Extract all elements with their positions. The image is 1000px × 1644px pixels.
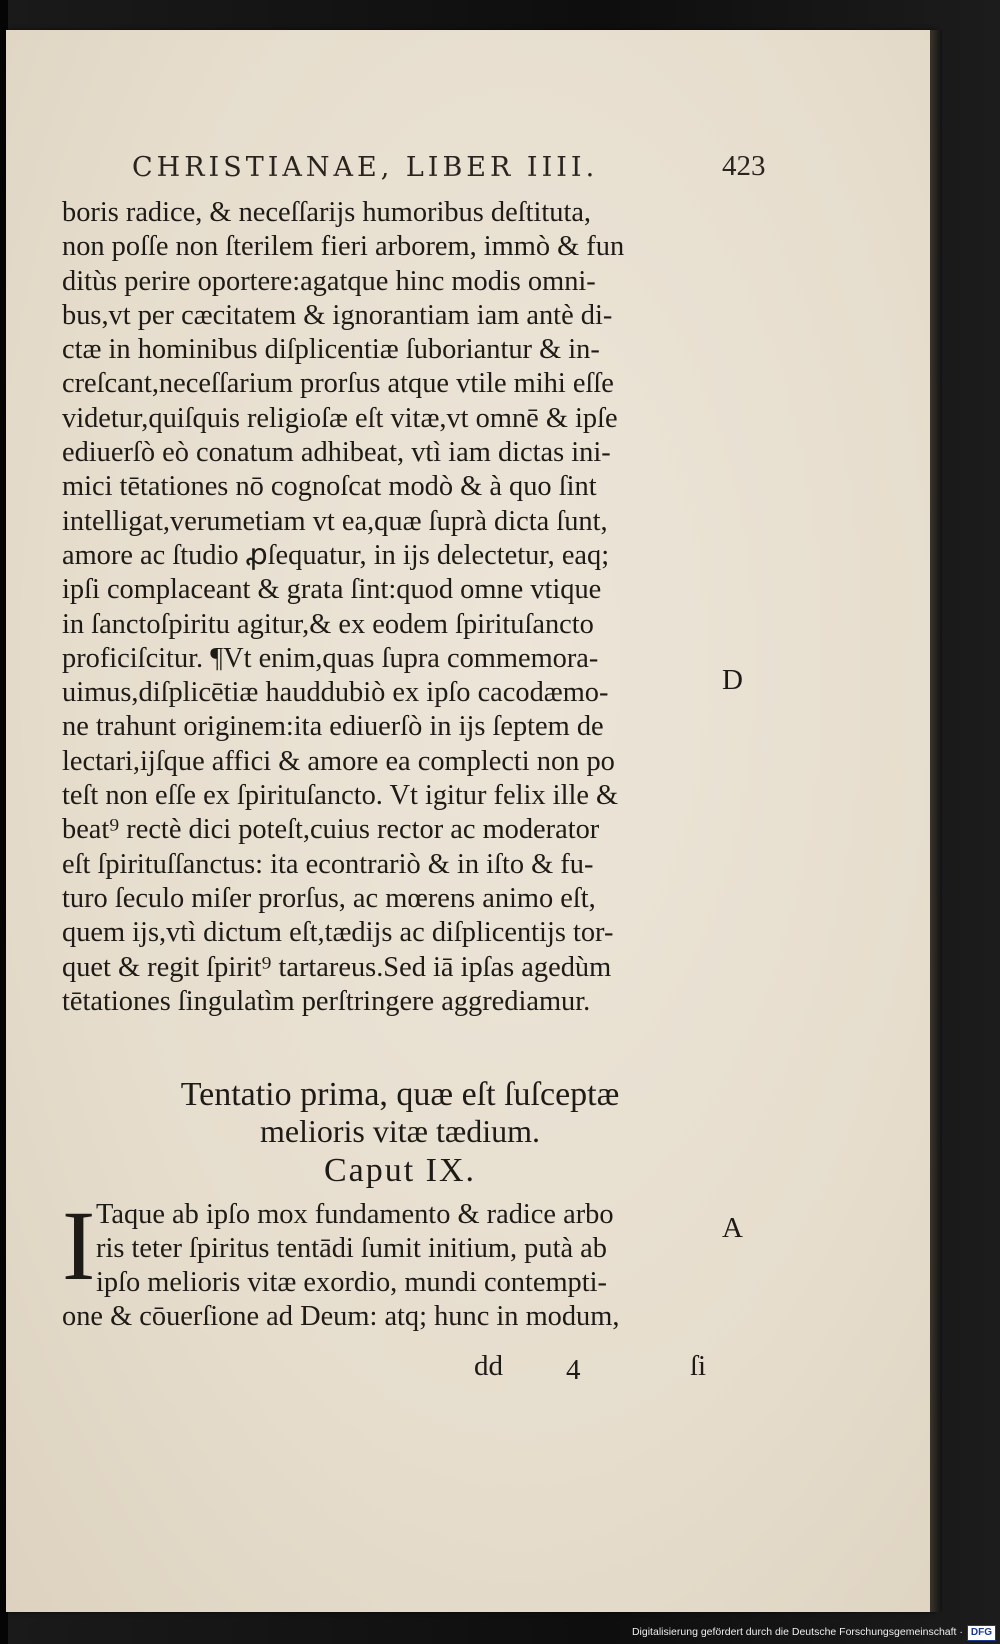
- catchword: ſi: [690, 1350, 707, 1382]
- text-line: in ſanctoſpiritu agitur,& ex eodem ſpirituſancto: [62, 608, 594, 640]
- text-line: videtur,quiſquis religioſæ eſt vitæ,vt omnē & ipſe: [62, 402, 618, 434]
- text-line: eſt ſpirituſſanctus: ita econtrariò & in iſto & fu-: [62, 848, 594, 880]
- text-line: ctæ in hominibus diſplicentiæ ſuboriantur & in-: [62, 334, 600, 366]
- chapter-line: ipſo melioris vitæ exordio, mundi contempti-: [96, 1267, 607, 1298]
- footer-credit-text: Digitalisierung gefördert durch die Deutsche Forschungsgemeinschaft ·: [631, 1626, 963, 1638]
- text-line: creſcant,neceſſarium prorſus atque vtile mihi eſſe: [62, 368, 614, 400]
- text-line: mici tētationes nō cognoſcat modò & à quo ſint: [62, 471, 597, 503]
- chapter-text: [62, 1190, 712, 1334]
- text-line: proficiſcitur. ¶Vt enim,quas ſupra commemora-: [62, 642, 599, 674]
- footer-credit: [600, 1624, 996, 1640]
- chapter-line: Taque ab ipſo mox fundamento & radice arbo: [96, 1199, 614, 1230]
- chapter-line: one & cōuerſione ad Deum: atq; hunc in modum,: [62, 1301, 620, 1332]
- text-line: non poſſe non ſterilem fieri arborem, immò & fun: [62, 231, 625, 263]
- text-line: boris radice, & neceſſarijs humoribus deſtituta,: [62, 197, 592, 228]
- text-line: ediuerſò eò conatum adhibeat, vtì iam dictas ini-: [62, 437, 611, 469]
- text-line: lectari,ijſque affici & amore ea complecti non po: [62, 745, 615, 777]
- chapter-heading-line-1: Tentatio prima, quæ eſt ſuſceptæ: [180, 1076, 620, 1113]
- dfg-logo-icon: DFG: [967, 1625, 996, 1641]
- body-text: [62, 196, 694, 1019]
- text-line: uimus,diſplicētiæ hauddubiò ex ipſo cacodæmo-: [62, 677, 609, 709]
- text-line: turo ſeculo miſer prorſus, ac mœrens animo eſt,: [62, 882, 596, 914]
- page-number: 423: [722, 150, 766, 182]
- chapter-heading-line-2: melioris vitæ tædium.: [259, 1113, 540, 1149]
- signature-mark: dd: [474, 1350, 503, 1382]
- text-line: ditùs perire oportere:agatque hinc modis omni-: [62, 265, 596, 297]
- signature-number: 4: [566, 1354, 581, 1386]
- text-line: ipſi complaceant & grata ſint:quod omne vtique: [62, 574, 602, 606]
- text-line: quem ijs,vtì dictum eſt,tædijs ac diſplicentijs tor-: [62, 917, 614, 949]
- chapter-number: Caput IX.: [323, 1152, 477, 1189]
- text-line: tētationes ſingulatìm perſtringere aggrediamur.: [62, 985, 591, 1017]
- text-line: beat⁹ rectè dici poteſt,cuius rector ac moderator: [62, 814, 600, 846]
- text-line: teſt non eſſe ex ſpirituſancto. Vt igitur felix ille &: [62, 780, 619, 812]
- page-edge: [930, 30, 942, 1612]
- text-line: bus,vt per cæcitatem & ignorantiam iam antè di-: [62, 299, 613, 331]
- text-line: amore ac ſtudio ꝓſequatur, in ijs delectetur, eaq;: [62, 539, 610, 571]
- text-line: ne trahunt originem:ita ediuerſò in ijs ſeptem de: [62, 711, 604, 743]
- text-line: quet & regit ſpirit⁹ tartareus.Sed iā ipſas agedùm: [62, 951, 612, 983]
- text-line: intelligat,verumetiam vt ea,quæ ſuprà dicta ſunt,: [62, 505, 608, 537]
- margin-letter-d: D: [722, 664, 743, 696]
- running-head: CHRISTIANAE, LIBER IIII.: [132, 152, 599, 183]
- chapter-line: ris teter ſpiritus tentādi ſumit initium, putà ab: [96, 1233, 607, 1264]
- margin-letter-a: A: [722, 1212, 743, 1244]
- drop-cap: I: [62, 1190, 96, 1301]
